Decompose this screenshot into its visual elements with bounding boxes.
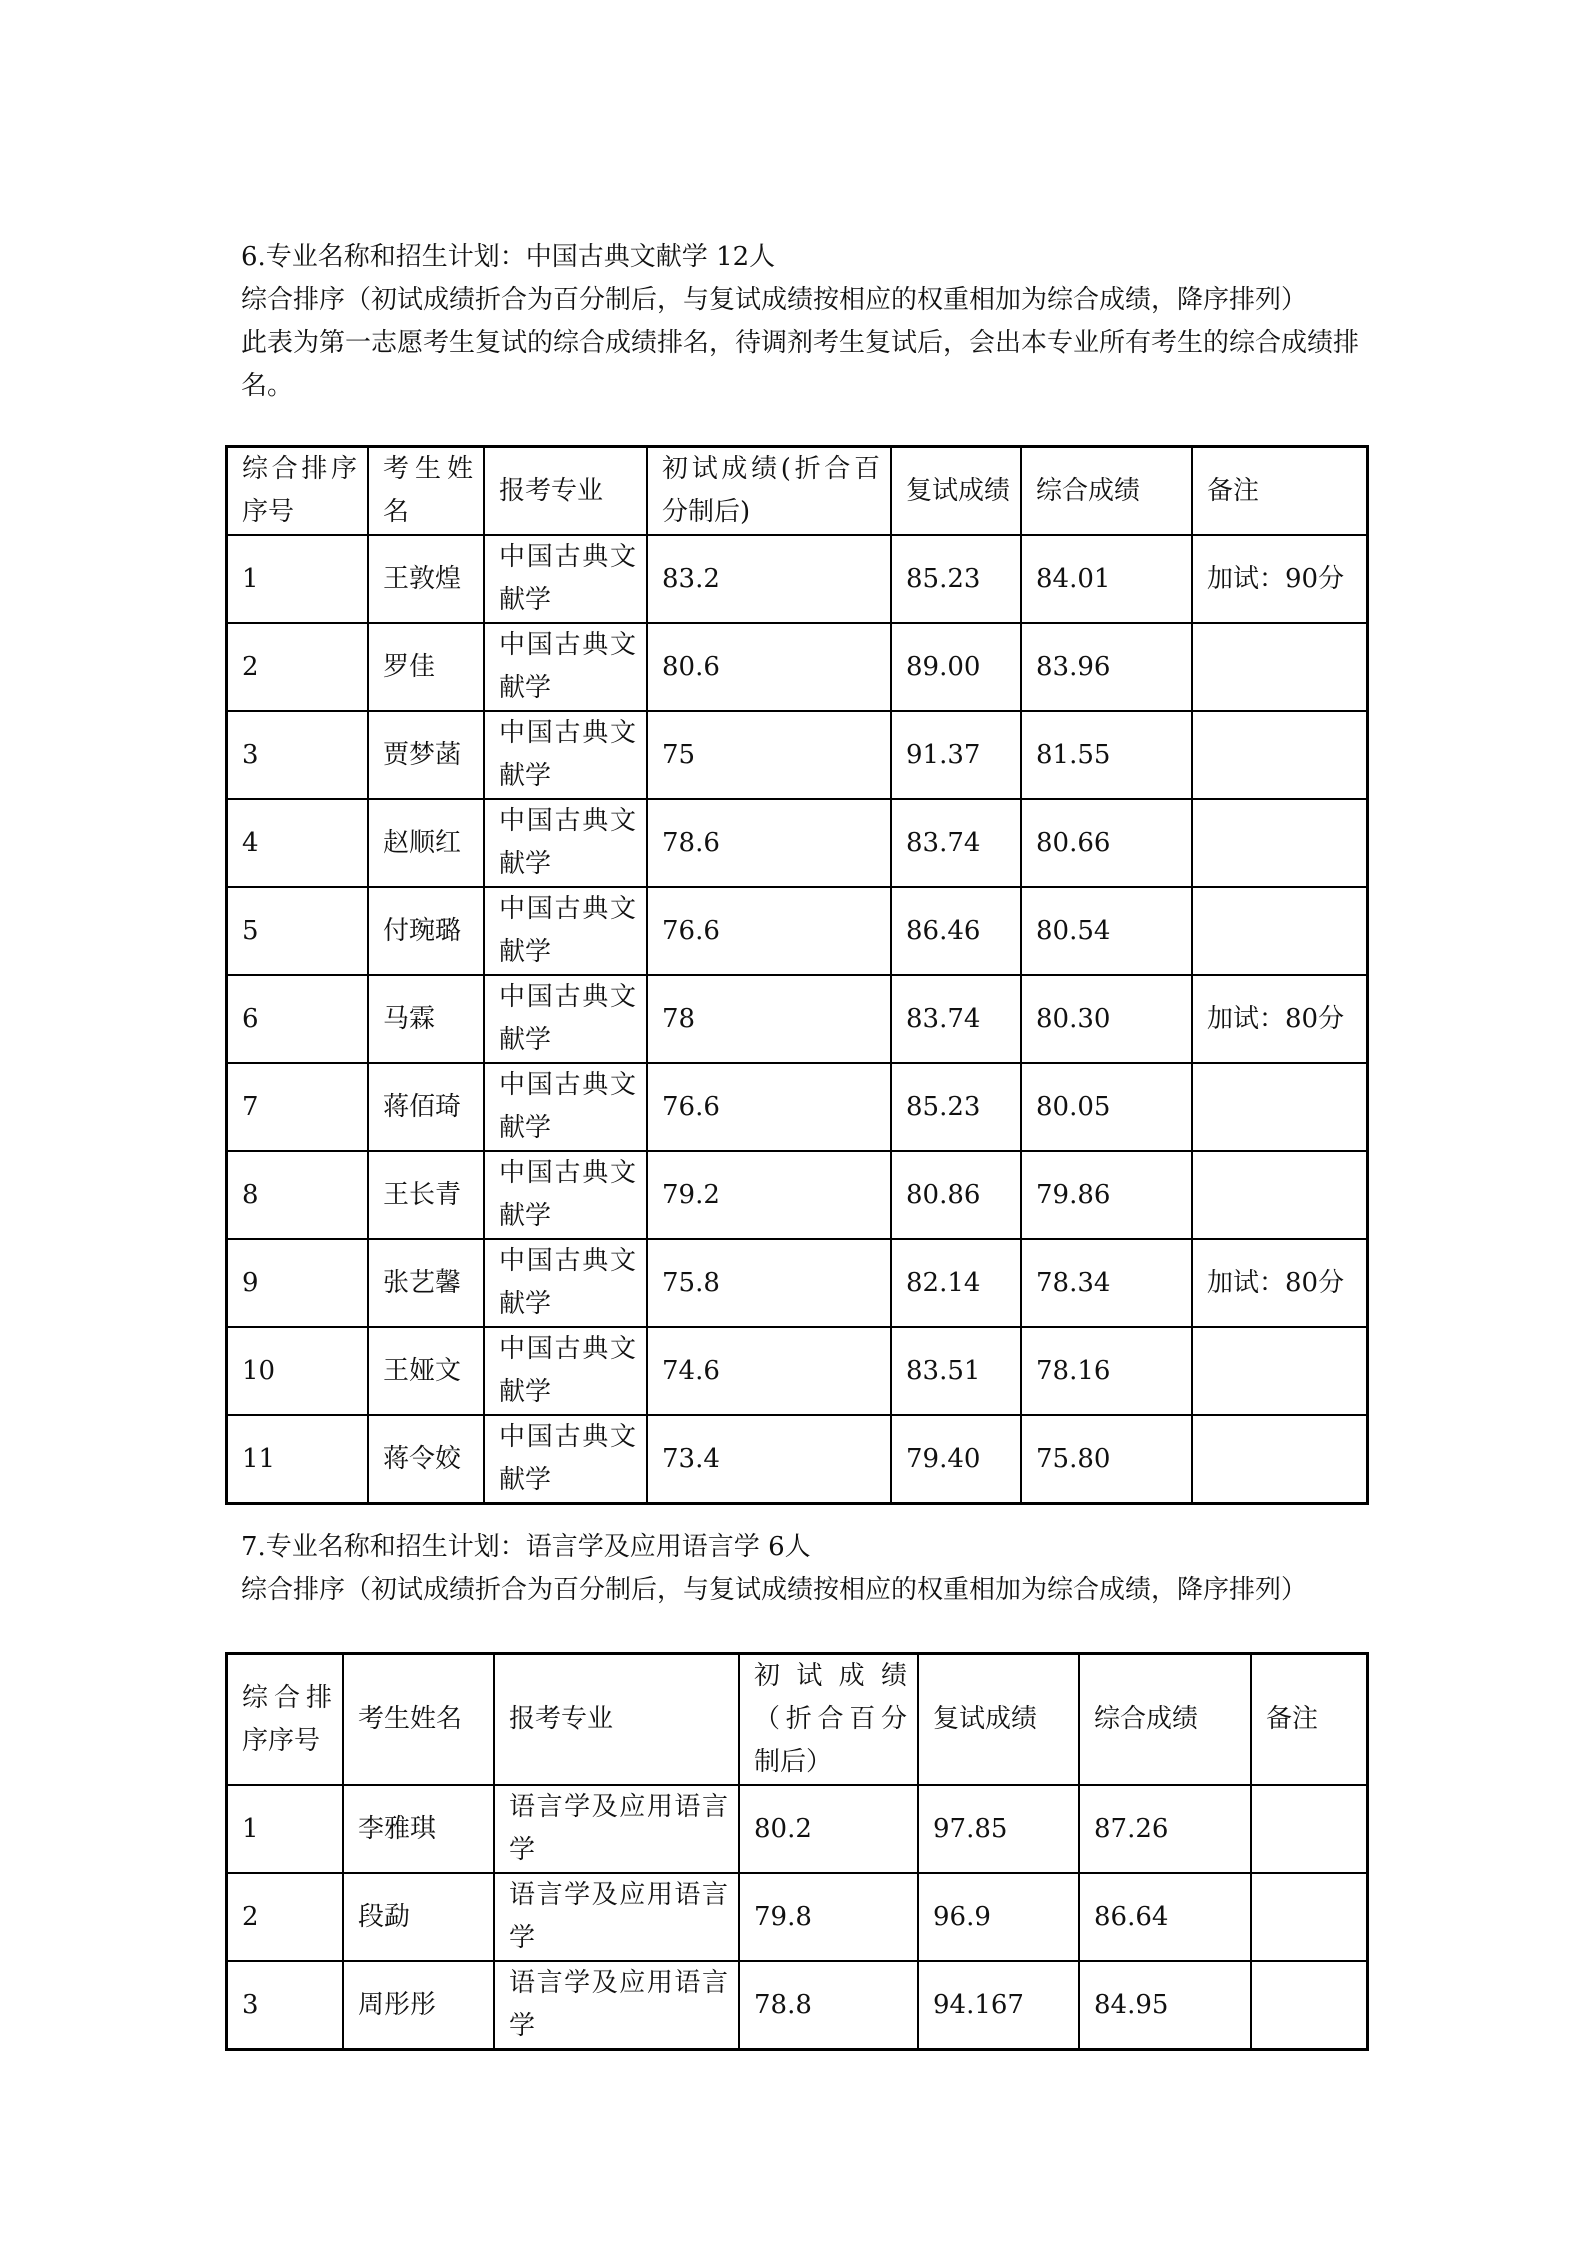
cell-major [484,1151,647,1239]
cell-total-score [1021,799,1192,887]
cell-name [368,1151,484,1239]
cell-remark [1192,711,1367,799]
column-header-name [343,1654,494,1785]
cell-text: 加试：80分 [1207,1003,1345,1034]
cell-retest-score [891,711,1021,799]
cell-retest-score [891,1063,1021,1151]
cell-text: 周彤彤 [358,1989,437,2020]
table-row [227,1785,1367,1873]
cell-text: 1 [242,1813,259,1844]
cell-text: 语言学及应用语言学 [509,1880,728,1953]
table-row [227,1961,1367,2049]
cell-text: 83.74 [906,1003,981,1034]
section-6-score-table [225,445,1369,1505]
cell-total-score [1021,711,1192,799]
cell-text: 蒋令姣 [383,1443,462,1474]
cell-initial-score [739,1873,918,1961]
cell-remark [1192,1415,1367,1503]
table-row [227,535,1367,623]
cell-total-score [1021,1327,1192,1415]
cell-text: 马霖 [383,1003,436,1034]
column-header-label: 复试成绩 [906,475,1011,506]
column-header-name [368,447,484,535]
cell-initial-score [647,623,891,711]
cell-major [484,623,647,711]
section-7-score-table [225,1652,1369,2051]
cell-rank [227,1063,368,1151]
cell-retest-score [891,799,1021,887]
cell-major [494,1785,739,1873]
cell-text: 79.86 [1036,1179,1111,1210]
cell-text: 9 [242,1267,259,1298]
cell-name [368,1327,484,1415]
header-row [227,447,1367,535]
cell-total-score [1079,1873,1251,1961]
cell-text: 89.00 [906,651,981,682]
cell-remark [1192,887,1367,975]
cell-text: 1 [242,563,259,594]
cell-total-score [1021,1415,1192,1503]
cell-name [368,799,484,887]
column-header-major [484,447,647,535]
cell-initial-score [647,799,891,887]
cell-text: 加试：80分 [1207,1267,1345,1298]
column-header-initial-score [647,447,891,535]
column-header-retest-score [918,1654,1079,1785]
column-header-rank [227,1654,343,1785]
cell-text: 罗佳 [383,651,436,682]
cell-retest-score [891,1415,1021,1503]
section-7-intro [241,1526,1371,1612]
cell-text: 3 [242,739,259,770]
cell-text: 80.6 [662,651,720,682]
column-header-total-score [1079,1654,1251,1785]
cell-text: 王敦煌 [383,563,462,594]
cell-rank [227,1151,368,1239]
table-row [227,623,1367,711]
cell-initial-score [647,711,891,799]
cell-text: 80.54 [1036,915,1111,946]
section-6-rule: 综合排序（初试成绩折合为百分制后，与复试成绩按相应的权重相加为综合成绩，降序排列） [241,285,1308,315]
cell-retest-score [918,1785,1079,1873]
cell-remark [1251,1785,1367,1873]
cell-text: 王长青 [383,1179,462,1210]
cell-initial-score [647,1151,891,1239]
cell-text: 97.85 [933,1813,1008,1844]
cell-major [484,1063,647,1151]
cell-major [484,887,647,975]
cell-retest-score [891,623,1021,711]
cell-initial-score [647,535,891,623]
section-7-rule: 综合排序（初试成绩折合为百分制后，与复试成绩按相应的权重相加为综合成绩，降序排列） [241,1575,1308,1605]
table-row [227,887,1367,975]
cell-text: 79.8 [754,1901,812,1932]
cell-text: 6 [242,1003,259,1034]
cell-text: 82.14 [906,1267,981,1298]
column-header-rank [227,447,368,535]
column-header-retest-score [891,447,1021,535]
cell-remark [1251,1961,1367,2049]
cell-text: 78.16 [1036,1355,1111,1386]
column-header-label: 初试成绩(折合百分制后) [662,454,880,527]
cell-total-score [1021,887,1192,975]
cell-rank [227,1961,343,2049]
cell-text: 10 [242,1355,276,1386]
cell-text: 87.26 [1094,1813,1169,1844]
cell-retest-score [891,975,1021,1063]
column-header-total-score [1021,447,1192,535]
cell-text: 中国古典文献学 [499,1158,636,1231]
column-header-initial-score [739,1654,918,1785]
cell-rank [227,887,368,975]
cell-text: 85.23 [906,1091,981,1122]
cell-text: 84.95 [1094,1989,1169,2020]
cell-total-score [1021,623,1192,711]
table-row [227,1873,1367,1961]
cell-total-score [1021,975,1192,1063]
cell-total-score [1021,535,1192,623]
cell-remark [1192,975,1367,1063]
cell-remark [1251,1873,1367,1961]
cell-text: 付琬璐 [383,915,462,946]
cell-text: 4 [242,827,259,858]
cell-initial-score [647,1415,891,1503]
cell-major [484,1239,647,1327]
cell-name [368,623,484,711]
cell-text: 83.2 [662,563,720,594]
cell-text: 中国古典文献学 [499,718,636,791]
cell-total-score [1021,1151,1192,1239]
cell-text: 中国古典文献学 [499,1070,636,1143]
cell-remark [1192,535,1367,623]
cell-name [368,535,484,623]
cell-text: 中国古典文献学 [499,982,636,1055]
table-row [227,799,1367,887]
cell-text: 中国古典文献学 [499,1334,636,1407]
cell-rank [227,1785,343,1873]
cell-text: 段勐 [358,1901,411,1932]
column-header-remark [1192,447,1367,535]
cell-text: 中国古典文献学 [499,894,636,967]
cell-initial-score [739,1785,918,1873]
cell-name [368,711,484,799]
column-header-label: 综合成绩 [1094,1704,1199,1734]
cell-text: 王娅文 [383,1355,462,1386]
cell-text: 83.96 [1036,651,1111,682]
cell-name [343,1961,494,2049]
cell-initial-score [647,887,891,975]
cell-text: 80.66 [1036,827,1111,858]
cell-text: 贾梦菡 [383,739,462,770]
column-header-label: 报考专业 [499,475,604,506]
cell-text: 5 [242,915,259,946]
cell-name [368,1063,484,1151]
table-row [227,711,1367,799]
cell-major [484,535,647,623]
cell-text: 中国古典文献学 [499,1246,636,1319]
column-header-label: 综合成绩 [1036,475,1141,506]
cell-text: 蒋佰琦 [383,1091,462,1122]
cell-rank [227,623,368,711]
cell-text: 中国古典文献学 [499,1422,636,1495]
cell-remark [1192,799,1367,887]
cell-text: 80.30 [1036,1003,1111,1034]
column-header-label: 初试成绩（折合百分制后） [754,1661,907,1777]
cell-retest-score [891,1151,1021,1239]
table-row [227,1063,1367,1151]
cell-remark [1192,1063,1367,1151]
cell-text: 8 [242,1179,259,1210]
cell-retest-score [891,1327,1021,1415]
cell-retest-score [891,887,1021,975]
cell-text: 84.01 [1036,563,1111,594]
cell-text: 78 [662,1003,696,1034]
cell-major [484,1415,647,1503]
cell-text: 76.6 [662,1091,720,1122]
cell-retest-score [891,1239,1021,1327]
cell-text: 2 [242,651,259,682]
section-6-note: 此表为第一志愿考生复试的综合成绩排名，待调剂考生复试后，会出本专业所有考生的综合成绩排名。 [241,328,1360,401]
cell-text: 中国古典文献学 [499,806,636,879]
cell-text: 80.2 [754,1813,812,1844]
cell-name [368,975,484,1063]
cell-initial-score [647,1239,891,1327]
cell-rank [227,975,368,1063]
table-row [227,975,1367,1063]
cell-text: 79.2 [662,1179,720,1210]
cell-retest-score [918,1873,1079,1961]
cell-text: 中国古典文献学 [499,630,636,703]
cell-text: 79.40 [906,1443,981,1474]
cell-text: 78.34 [1036,1267,1111,1298]
column-header-label: 复试成绩 [933,1704,1038,1734]
cell-text: 85.23 [906,563,981,594]
cell-text: 75.80 [1036,1443,1111,1474]
cell-rank [227,711,368,799]
cell-major [494,1873,739,1961]
section-6-intro [241,236,1371,408]
column-header-label: 报考专业 [509,1704,614,1734]
cell-text: 加试：90分 [1207,563,1345,594]
cell-total-score [1021,1063,1192,1151]
cell-major [484,799,647,887]
cell-total-score [1079,1961,1251,2049]
cell-text: 96.9 [933,1901,991,1932]
cell-text: 78.6 [662,827,720,858]
cell-text: 75.8 [662,1267,720,1298]
cell-text: 86.64 [1094,1901,1169,1932]
column-header-remark [1251,1654,1367,1785]
cell-rank [227,1239,368,1327]
cell-rank [227,1327,368,1415]
cell-rank [227,1873,343,1961]
cell-text: 语言学及应用语言学 [509,1792,728,1865]
cell-rank [227,1415,368,1503]
cell-initial-score [647,1063,891,1151]
table-row [227,1151,1367,1239]
cell-name [368,1415,484,1503]
cell-text: 94.167 [933,1989,1024,2020]
cell-text: 李雅琪 [358,1813,437,1844]
cell-text: 张艺馨 [383,1267,462,1298]
cell-text: 91.37 [906,739,981,770]
table-row [227,1415,1367,1503]
cell-text: 7 [242,1091,259,1122]
cell-major [484,1327,647,1415]
cell-text: 73.4 [662,1443,720,1474]
cell-text: 80.05 [1036,1091,1111,1122]
cell-name [343,1873,494,1961]
cell-major [484,711,647,799]
column-header-label: 综合排序序号 [242,454,357,527]
table-row [227,1327,1367,1415]
cell-major [484,975,647,1063]
cell-text: 78.8 [754,1989,812,2020]
header-row [227,1654,1367,1785]
cell-text: 86.46 [906,915,981,946]
cell-text: 83.51 [906,1355,981,1386]
cell-name [368,887,484,975]
cell-text: 76.6 [662,915,720,946]
cell-text: 81.55 [1036,739,1111,770]
cell-rank [227,799,368,887]
cell-text: 2 [242,1901,259,1932]
cell-text: 3 [242,1989,259,2020]
cell-name [368,1239,484,1327]
cell-total-score [1021,1239,1192,1327]
cell-text: 中国古典文献学 [499,542,636,615]
column-header-label: 备注 [1266,1704,1319,1734]
cell-retest-score [918,1961,1079,2049]
cell-text: 74.6 [662,1355,720,1386]
column-header-label: 考生姓名 [358,1704,463,1734]
cell-text: 语言学及应用语言学 [509,1968,728,2041]
cell-rank [227,535,368,623]
cell-remark [1192,623,1367,711]
cell-text: 83.74 [906,827,981,858]
cell-text: 11 [242,1443,276,1474]
section-7-heading: 7.专业名称和招生计划：语言学及应用语言学 6人 [241,1532,811,1562]
section-6-heading: 6.专业名称和招生计划：中国古典文献学 12人 [241,242,776,272]
column-header-major [494,1654,739,1785]
cell-text: 75 [662,739,696,770]
cell-remark [1192,1239,1367,1327]
column-header-label: 综合排序序号 [242,1682,332,1756]
cell-total-score [1079,1785,1251,1873]
cell-retest-score [891,535,1021,623]
cell-initial-score [739,1961,918,2049]
cell-text: 80.86 [906,1179,981,1210]
cell-remark [1192,1327,1367,1415]
column-header-label: 考生姓名 [383,454,473,527]
cell-text: 赵顺红 [383,827,462,858]
cell-initial-score [647,975,891,1063]
cell-initial-score [647,1327,891,1415]
cell-remark [1192,1151,1367,1239]
column-header-label: 备注 [1207,475,1260,506]
table-row [227,1239,1367,1327]
cell-major [494,1961,739,2049]
cell-name [343,1785,494,1873]
